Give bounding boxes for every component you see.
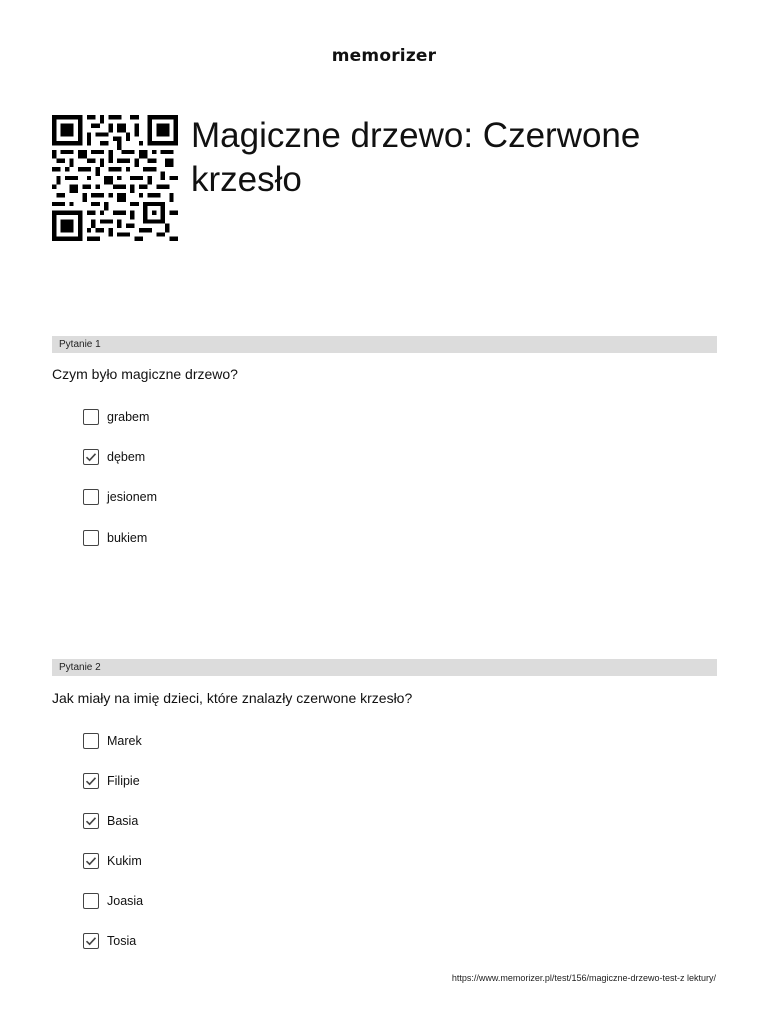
option-q2-b[interactable] bbox=[83, 772, 140, 790]
option-q2-f[interactable] bbox=[83, 932, 136, 950]
option-q1-d[interactable] bbox=[83, 529, 147, 547]
checkbox[interactable] bbox=[83, 813, 99, 829]
checkbox[interactable] bbox=[83, 773, 99, 789]
checkbox[interactable] bbox=[83, 733, 99, 749]
option-q1-a[interactable] bbox=[83, 408, 149, 426]
option-q2-e[interactable] bbox=[83, 892, 143, 910]
option-label: Tosia bbox=[107, 934, 137, 948]
quiz-title: Magiczne drzewo: Czerwone krzesło bbox=[191, 116, 641, 199]
option-label: grabem bbox=[107, 410, 150, 424]
option-q2-c[interactable] bbox=[83, 812, 138, 830]
checkbox[interactable] bbox=[83, 409, 99, 425]
memorizer-logo: memorizer bbox=[331, 46, 437, 66]
footer-url-link[interactable]: https://www.memorizer.pl/test/156/magiczne-drzewo-test-z lektury/ bbox=[451, 973, 716, 983]
question-2-header: Pytanie 2 bbox=[52, 659, 717, 676]
option-label: Kukim bbox=[107, 854, 142, 868]
option-label: jesionem bbox=[107, 490, 158, 504]
option-q2-d[interactable] bbox=[83, 852, 142, 870]
qr-code-icon bbox=[52, 115, 178, 241]
option-label: Joasia bbox=[107, 894, 144, 908]
option-q1-b[interactable] bbox=[83, 448, 145, 466]
option-label: Marek bbox=[107, 734, 142, 748]
option-q2-a[interactable] bbox=[83, 732, 142, 750]
option-label: Filipie bbox=[107, 774, 140, 788]
checkbox[interactable] bbox=[83, 449, 99, 465]
checkbox[interactable] bbox=[83, 853, 99, 869]
checkbox[interactable] bbox=[83, 893, 99, 909]
question-1-text: Czym było magiczne drzewo? bbox=[52, 366, 238, 382]
option-label: dębem bbox=[107, 450, 146, 464]
checkbox[interactable] bbox=[83, 530, 99, 546]
option-label: bukiem bbox=[107, 531, 148, 545]
checkbox[interactable] bbox=[83, 933, 99, 949]
question-1-header: Pytanie 1 bbox=[52, 336, 717, 353]
question-2-text: Jak miały na imię dzieci, które znalazły czerwone krzesło? bbox=[52, 690, 413, 706]
option-q1-c[interactable] bbox=[83, 488, 157, 506]
checkbox[interactable] bbox=[83, 489, 99, 505]
option-label: Basia bbox=[107, 814, 139, 828]
